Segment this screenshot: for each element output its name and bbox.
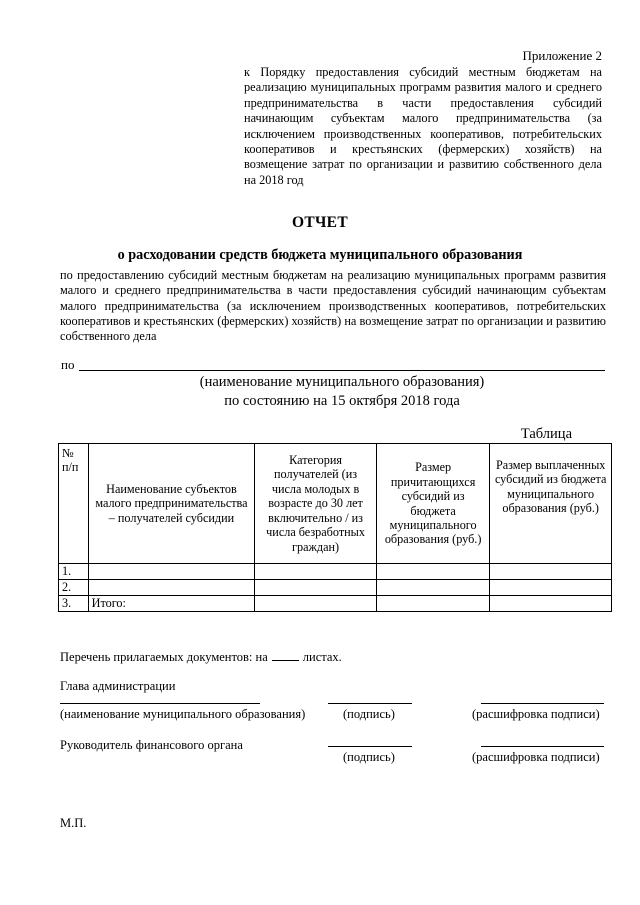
row-name — [88, 580, 255, 596]
row-num: 2. — [59, 580, 89, 596]
po-label: по — [61, 357, 75, 372]
row-paid — [490, 580, 612, 596]
head-of-administration-label: Глава администрации — [60, 679, 176, 693]
head-of-finance-label: Руководитель финансового органа — [60, 738, 243, 752]
table-row — [59, 580, 612, 596]
signature-line — [328, 703, 412, 704]
table-header-row — [59, 444, 612, 564]
mo-name-line — [60, 703, 260, 704]
municipality-name-line — [79, 370, 605, 371]
header-name: Наименование субъектов малого предпринимательства – получателей субсидии — [88, 444, 255, 564]
table-row — [59, 564, 612, 580]
appendix-title: Приложение 2 — [522, 48, 602, 63]
row-name: Итого: — [88, 596, 255, 612]
decode-caption-2: (расшифровка подписи) — [472, 750, 600, 764]
seal-placeholder: М.П. — [60, 816, 87, 830]
row-category — [255, 580, 377, 596]
table-row — [59, 596, 612, 612]
row-category — [255, 596, 377, 612]
attached-documents-line — [60, 649, 342, 665]
sheet-count-blank — [272, 649, 299, 661]
appendix-text: к Порядку предоставления субсидий местным бюджетам на реализацию муниципальных программ развития малого и среднего предпринимательства в части предоставления субсидий начинающим субъектам малого предпринимательства (за исключением производственных кооперативов, потребительских кооперативов и крестьянских (фермерских) хозяйств) на возмещение затрат по организации и развитию собственного дела на 2018 год — [244, 65, 602, 187]
header-num: № п/п — [59, 444, 89, 564]
row-due — [376, 596, 489, 612]
row-due — [376, 580, 489, 596]
report-title: ОТЧЕТ — [292, 214, 348, 231]
signature-line-2 — [328, 746, 412, 747]
row-num: 1. — [59, 564, 89, 580]
report-subtitle: о расходовании средств бюджета муниципального образования — [117, 247, 523, 263]
municipality-caption: (наименование муниципального образования) — [199, 374, 485, 390]
as-of-date: по состоянию на 15 октября 2018 года — [224, 393, 460, 409]
decode-line — [481, 703, 604, 704]
report-description: по предоставлению субсидий местным бюджетам на реализацию муниципальных программ развития малого и среднего предпринимательства в части предоставления субсидий начинающим субъектам малого предпринимательства (за исключением производственных кооперативов, потребительских кооперативов и крестьянских (фермерских) хозяйств) на возмещение затрат по организации и развитию собственного дела — [60, 268, 606, 344]
decode-caption: (расшифровка подписи) — [472, 707, 600, 721]
row-num: 3. — [59, 596, 89, 612]
report-table — [58, 443, 612, 612]
docs-prefix: Перечень прилагаемых документов: на — [60, 650, 268, 664]
header-paid: Размер выплаченных субсидий из бюджета муниципального образования (руб.) — [490, 444, 612, 564]
docs-suffix: листах. — [302, 650, 342, 664]
row-name — [88, 564, 255, 580]
signature-caption: (подпись) — [343, 707, 395, 721]
header-category: Категория получателей (из числа молодых в возрасте до 30 лет включительно / из числа безработных граждан) — [255, 444, 377, 564]
row-due — [376, 564, 489, 580]
mo-name-caption: (наименование муниципального образования) — [60, 707, 306, 721]
header-due: Размер причитающихся субсидий из бюджета муниципального образования (руб.) — [376, 444, 489, 564]
row-paid — [490, 564, 612, 580]
decode-line-2 — [481, 746, 604, 747]
signature-caption-2: (подпись) — [343, 750, 395, 764]
row-paid — [490, 596, 612, 612]
row-category — [255, 564, 377, 580]
table-label: Таблица — [520, 426, 572, 442]
